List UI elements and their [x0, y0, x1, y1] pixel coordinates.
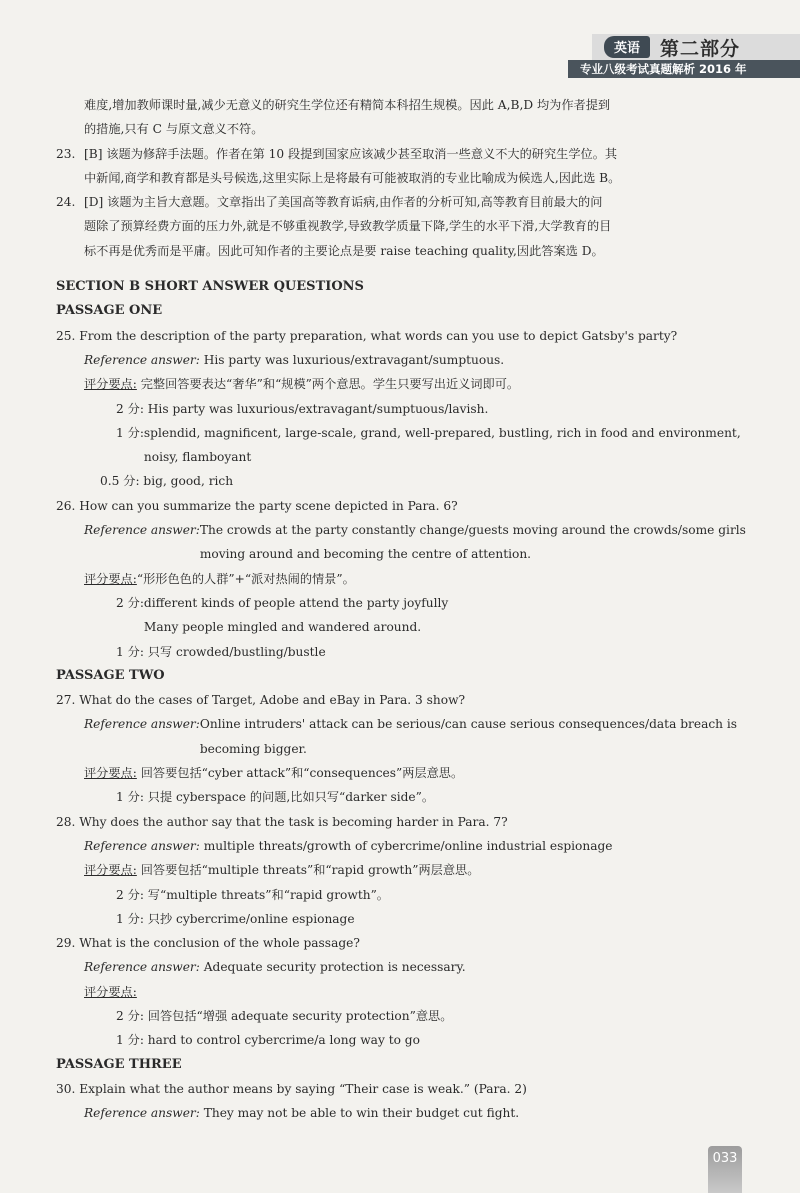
- reference-text: multiple threats/growth of cybercrime/online industrial espionage: [199, 838, 613, 853]
- score-label: 2 分:: [116, 401, 144, 416]
- question-27: 27. What do the cases of Target, Adobe and eBay in Para. 3 show?: [56, 693, 466, 708]
- text-line: [B] 该题为修辞手法题。作者在第 10 段提到国家应该减少甚至取消一些意义不大的研究生学位。其: [84, 146, 618, 161]
- text-line: 题除了预算经费方面的压力外,就是不够重视教学,导致教学质量下降,学生的水平下滑,大学教育的目: [84, 219, 612, 234]
- question-30: 30. Explain what the author means by saying “Their case is weak.” (Para. 2): [56, 1081, 527, 1096]
- scoring-label: 评分要点:: [84, 984, 137, 999]
- scoring-points: [56, 761, 746, 785]
- score-1-line: [56, 785, 746, 809]
- score-text: 只提 cyberspace 的问题,比如只写“darker side”。: [143, 790, 435, 805]
- page-content: [56, 93, 746, 1125]
- reference-answer: [56, 1101, 746, 1125]
- reference-label: Reference answer:: [84, 960, 200, 975]
- score-text: 写“multiple threats”和“rapid growth”。: [143, 887, 389, 902]
- score-label: 1 分:: [116, 790, 144, 805]
- part-title: 第二部分: [660, 37, 741, 60]
- reference-text: moving around and becoming the centre of attention.: [199, 547, 532, 562]
- score-2-line: [56, 397, 746, 421]
- answer-item-23: [56, 142, 746, 191]
- header-top-bar: [592, 34, 800, 60]
- reference-answer: [56, 712, 746, 761]
- section-heading: SECTION B SHORT ANSWER QUESTIONS: [56, 279, 364, 295]
- text-line: [D] 该题为主旨大意题。文章指出了美国高等教育诟病,由作者的分析可知,高等教育目前最大的问: [84, 195, 603, 210]
- page-number: 033: [712, 1151, 738, 1166]
- answer-item-24: [56, 190, 746, 263]
- reference-label: Reference answer:: [84, 717, 200, 732]
- score-1-line: [56, 640, 746, 664]
- score-text: big, good, rich: [139, 474, 234, 489]
- passage-heading: PASSAGE THREE: [56, 1056, 182, 1072]
- scoring-label: 评分要点:: [84, 571, 137, 586]
- reference-answer: [56, 834, 746, 858]
- score-text: noisy, flamboyant: [143, 450, 252, 465]
- score-text: 只写 crowded/bustling/bustle: [143, 644, 326, 659]
- score-2-line: [56, 1004, 746, 1028]
- question-29: 29. What is the conclusion of the whole passage?: [56, 936, 360, 951]
- score-text: 回答包括“增强 adequate security protection”意思。: [143, 1008, 453, 1023]
- spacer: [56, 263, 746, 275]
- scoring-label: 评分要点:: [84, 863, 137, 878]
- score-label: 1 分:: [116, 1033, 144, 1048]
- score-text: splendid, magnificent, large-scale, grand, well-prepared, bustling, rich in food and environment,: [143, 425, 741, 440]
- reference-text: The crowds at the party constantly change/guests moving around the crowds/some girls: [199, 523, 746, 538]
- score-05-line: [56, 469, 746, 493]
- passage-heading: PASSAGE ONE: [56, 303, 163, 319]
- question-25: 25. From the description of the party preparation, what words can you use to depict Gatsby's party?: [56, 328, 678, 343]
- score-1-block: [56, 421, 746, 470]
- header-subtitle: 专业八级考试真题解析 2016 年: [580, 62, 747, 76]
- reference-label: Reference answer:: [84, 838, 200, 853]
- score-label: 2 分:: [116, 595, 144, 610]
- scoring-label: 评分要点:: [84, 766, 137, 781]
- score-2-block: [56, 591, 746, 640]
- reference-text: His party was luxurious/extravagant/sumptuous.: [199, 352, 505, 367]
- score-text: different kinds of people attend the party joyfully: [143, 595, 449, 610]
- score-2-line: [56, 883, 746, 907]
- reference-label: Reference answer:: [84, 352, 200, 367]
- score-label: 1 分:: [116, 425, 144, 440]
- score-label: 2 分:: [116, 1008, 144, 1023]
- score-label: 1 分:: [116, 911, 144, 926]
- text-line: 的措施,只有 C 与原文意义不符。: [84, 122, 264, 137]
- reference-answer: [56, 348, 746, 372]
- subject-badge: 英语: [604, 36, 650, 58]
- reference-text: Adequate security protection is necessary.: [199, 960, 466, 975]
- scoring-text: 回答要包括“multiple threats”和“rapid growth”两层意思。: [136, 863, 480, 878]
- text-line: 标不再是优秀而是平庸。因此可知作者的主要论点是要 raise teaching quality,因此答案选 D。: [84, 243, 604, 258]
- item-number: 24.: [56, 195, 76, 210]
- score-label: 2 分:: [116, 887, 144, 902]
- header-subtitle-bar: [568, 60, 800, 78]
- reference-label: Reference answer:: [84, 1106, 200, 1121]
- score-1-line: [56, 907, 746, 931]
- reference-text: Online intruders' attack can be serious/can cause serious consequences/data breach is: [199, 717, 738, 732]
- item-number: 23.: [56, 146, 76, 161]
- score-text: hard to control cybercrime/a long way to go: [143, 1033, 420, 1048]
- score-text: 只抄 cybercrime/online espionage: [143, 911, 355, 926]
- score-label: 1 分:: [116, 644, 144, 659]
- reference-answer: [56, 955, 746, 979]
- score-text: His party was luxurious/extravagant/sumptuous/lavish.: [143, 401, 489, 416]
- reference-text: They may not be able to win their budget cut fight.: [199, 1106, 520, 1121]
- scoring-text: 回答要包括“cyber attack”和“consequences”两层意思。: [136, 766, 464, 781]
- text-line: 中新闻,商学和教育都是头号候选,这里实际上是将最有可能被取消的专业比喻成为候选人,因此选 B。: [84, 170, 621, 185]
- scoring-points: [56, 980, 746, 1004]
- score-label: 0.5 分:: [100, 474, 140, 489]
- score-text: Many people mingled and wandered around.: [143, 620, 422, 635]
- question-28: 28. Why does the author say that the task is becoming harder in Para. 7?: [56, 814, 508, 829]
- scoring-label: 评分要点:: [84, 377, 137, 392]
- scoring-points: [56, 372, 746, 396]
- reference-answer: [56, 518, 746, 567]
- question-26: 26. How can you summarize the party scene depicted in Para. 6?: [56, 498, 458, 513]
- text-line: 难度,增加教师课时量,减少无意义的研究生学位还有精简本科招生规模。因此 A,B,D 均为作者提到: [84, 98, 611, 112]
- scoring-points: [56, 858, 746, 882]
- scoring-text: 完整回答要表达“奢华”和“规模”两个意思。学生只要写出近义词即可。: [136, 377, 520, 392]
- reference-text: becoming bigger.: [199, 741, 307, 756]
- passage-heading: PASSAGE TWO: [56, 667, 165, 683]
- score-1-line: [56, 1028, 746, 1052]
- scoring-points: [56, 567, 746, 591]
- scoring-text: “形形色色的人群”+“派对热闹的情景”。: [136, 571, 355, 586]
- reference-label: Reference answer:: [84, 523, 200, 538]
